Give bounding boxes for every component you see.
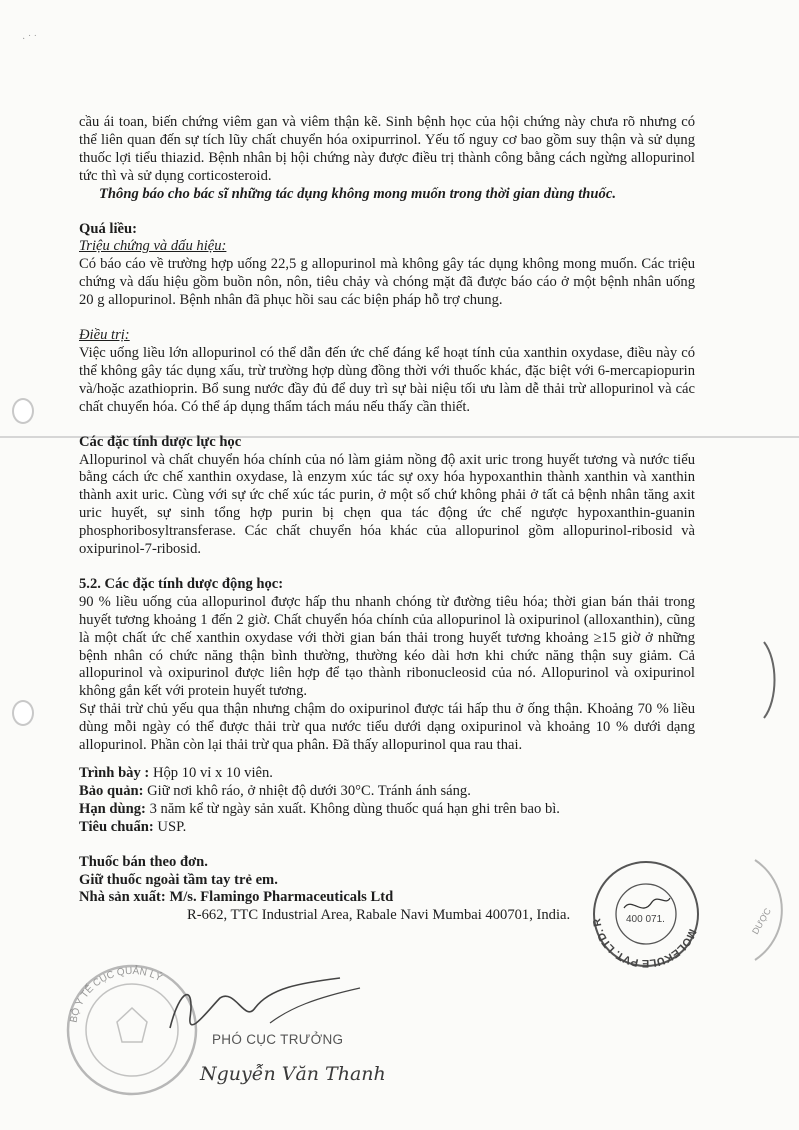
expiry-line: Hạn dùng: 3 năm kể từ ngày sản xuất. Không dùng thuốc quá hạn ghi trên bao bì. [79, 800, 560, 817]
address-line: R-662, TTC Industrial Area, Rabale Navi Mumbai 400701, India. [187, 907, 571, 924]
company-seal-text: MOLEKULE PVT. LTD. R [591, 917, 699, 970]
pharmacodynamics-heading: Các đặc tính dược lực học [79, 433, 242, 450]
presentation-line: Trình bày : Hộp 10 vỉ x 10 viên. [79, 765, 273, 781]
keep-away-note: Giữ thuốc ngoài tầm tay trẻ em. [79, 871, 278, 888]
intro-paragraph: cầu ái toan, biến chứng viêm gan và viêm thận kẽ. Sinh bệnh học của hội chứng này chưa rõ nhưng có thể liên quan đến sự tích lũy chất chuyển hóa oxipurrinol. Yếu tố nguy cơ bao gồm suy thận và sử dụng thuốc lợi tiểu thiazid. Bệnh nhân bị hội chứng này được điều trị thành công bằng cách ngừng allopurinol tức thì và sử dụng corticosteroid. [79, 114, 695, 184]
document-body [79, 114, 695, 925]
pharmacokinetics-heading: 5.2. Các đặc tính dược động học: [79, 575, 284, 592]
company-seal-stamp [590, 858, 702, 970]
signature-title: PHÓ CỤC TRƯỞNG [212, 1032, 344, 1047]
overdose-heading: Quá liều: [79, 220, 137, 237]
edge-partial-stamp [735, 855, 799, 965]
symptoms-label: Triệu chứng và dấu hiệu: [79, 238, 227, 255]
margin-bracket-icon [760, 640, 780, 725]
hole-punch-top [12, 398, 34, 424]
top-corner-specks-icon: · ˙ ˙ [22, 34, 37, 45]
signature-name: Nguyễn Văn Thanh [200, 1063, 386, 1085]
adverse-effects-notice: Thông báo cho bác sĩ những tác dụng không mong muốn trong thời gian dùng thuốc. [99, 185, 616, 202]
authority-seal-text: BỘ Y TẾ CỤC QUẢN LÝ [68, 965, 164, 1024]
treatment-label: Điều trị: [79, 327, 130, 344]
edge-stamp-text: DƯỢC [750, 906, 773, 936]
pharmacokinetics-text-1: 90 % liều uống của allopurinol được hấp thu nhanh chóng từ đường tiêu hóa; thời gian bán thải trong huyết tương khoảng 1 đến 2 giờ. Chất chuyển hóa chính của allopurinol là oxipurinol (alloxanthin), cũng là một chất ức chế xanthin oxydase với thời gian bán thải trong huyết tương khoảng ≥15 giờ ở những bệnh nhân có chức năng thận bình thường, thường kéo dài hơn khi chức năng thận suy giảm. Cả allopurinol và oxipurinol được liên hợp để tạo thành ribonucleosid của nó. Allopurinol và oxipurinol không gắn kết với protein huyết tương. [79, 593, 695, 700]
company-seal-code: 400 071. [626, 914, 665, 925]
pharmacodynamics-text: Allopurinol và chất chuyển hóa chính của nó làm giảm nồng độ axit uric trong huyết tương và nước tiểu bằng cách ức chế xanthin oxydase, là enzym xúc tác sự oxy hóa hypoxanthin thành xanthin và xanthin thành axit uric. Cùng với sự ức chế xúc tác purin, ở một số chứ không phải ở tất cả bệnh nhân tăng axit uric huyết, sự sinh tổng hợp purin bị chẹn qua tác động ức chế ngược hypoxanthin-guanin phosphoribosyltransferase. Các chất chuyển hóa khác của allopurinol gồm allopurinol-ribosid và oxipurinol-7-ribosid. [79, 451, 695, 558]
storage-line: Bảo quản: Giữ nơi khô ráo, ở nhiệt độ dưới 30°C. Tránh ánh sáng. [79, 782, 471, 799]
standard-line: Tiêu chuẩn: USP. [79, 818, 187, 835]
manufacturer-line: Nhà sản xuất: M/s. Flamingo Pharmaceuticals Ltd [79, 889, 394, 906]
hole-punch-bottom [12, 700, 34, 726]
symptoms-text: Có báo cáo về trường hợp uống 22,5 g allopurinol mà không gây tác dụng không mong muốn. Các triệu chứng và dấu hiệu gồm buồn nôn, nôn, tiêu chảy và chóng mặt đã được báo cáo ở một bệnh nhân uống 20 g allopurinol. Bệnh nhân đã phục hồi sau các biện pháp hỗ trợ chung. [79, 256, 695, 309]
treatment-text: Việc uống liều lớn allopurinol có thể dẫn đến ức chế đáng kể hoạt tính của xanthin oxydase, điều này có thể không gây tác dụng xấu, trừ trường hợp dùng đồng thời với thuốc khác, đặc biệt với 6-mercapiopurin và/hoặc azathioprin. Bổ sung nước đầy đủ để duy trì sự bài niệu tối ưu làm dễ thải trừ allopurinol và các chất chuyển hóa. Có thể áp dụng thẩm tách máu nếu thấy cần thiết. [79, 344, 695, 415]
pharmacokinetics-text-2: Sự thải trừ chủ yếu qua thận nhưng chậm do oxipurinol được tái hấp thu ở ống thận. Khoảng 70 % liều dùng mỗi ngày có thể được thải trừ qua nước tiểu dưới dạng oxipurinol và khoảng 10 % dưới dạng allopurinol. Phần còn lại thải trừ qua phân. Đã thấy allopurinol qua rau thai. [79, 701, 695, 754]
prescription-note: Thuốc bán theo đơn. [79, 853, 208, 870]
